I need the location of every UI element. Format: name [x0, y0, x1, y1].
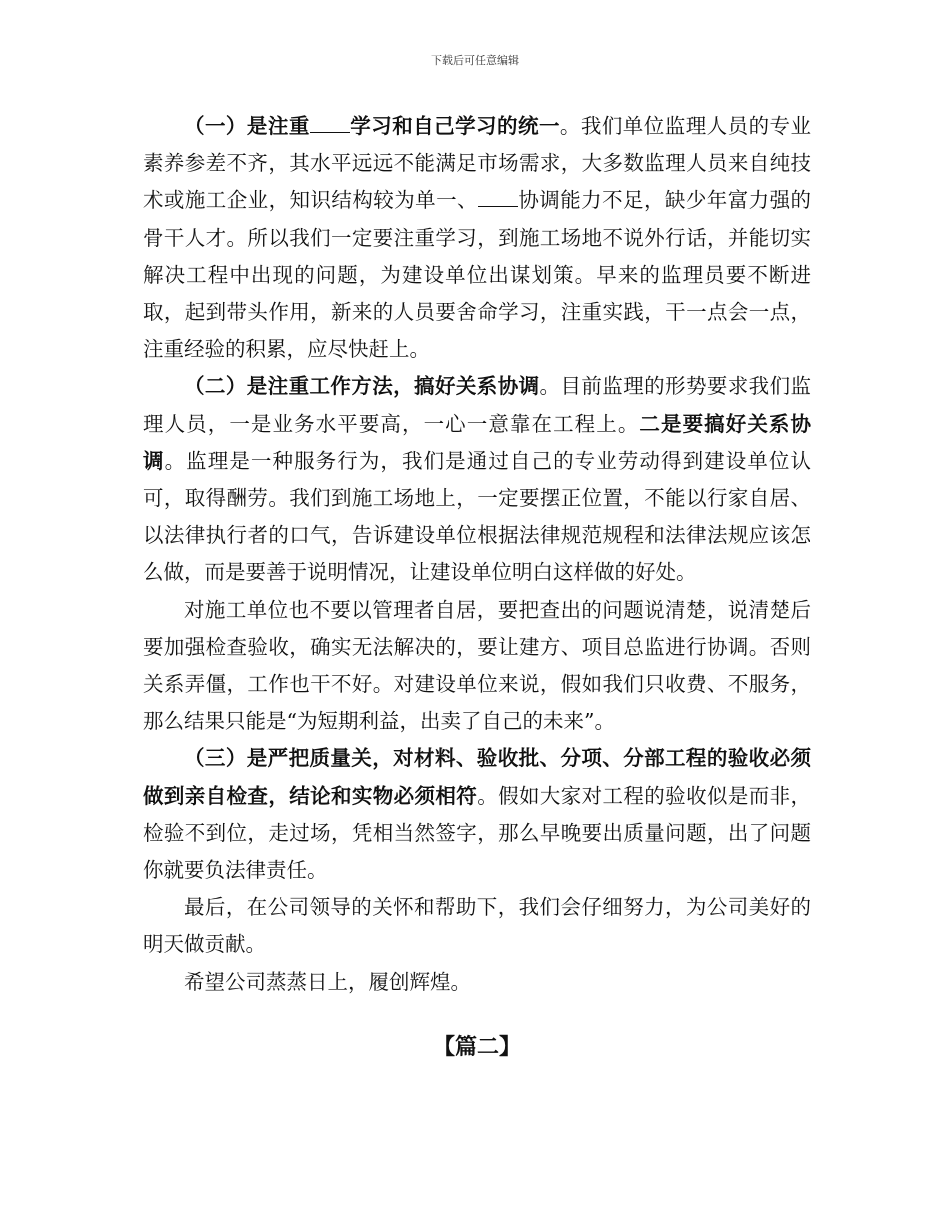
p2-bold-a: （二）是注重工作方法，搞好关系协调: [184, 374, 540, 399]
p2-text-a: 。目前监理的形势要求我们监理人员，一是业务水平要高，一心一意靠在工程上。: [143, 374, 812, 436]
p1-text-b: 协调能力不足，缺少年富力强的骨干人才。所以我们一定要注重学习，到施工场地不说外行话，并能切实解决工程中出现的问题，为建设单位出谋划策。早来的监理员要不断进取，起到带头作用，新来的人员要舍命学习，注重实践，干一点会一点，注重经验的积累，应尽快赶上。: [143, 188, 812, 362]
paragraph-5: 最后，在公司领导的关怀和帮助下，我们会仔细努力，为公司美好的明天做贡献。: [143, 895, 811, 957]
paragraph-2: [143, 368, 811, 591]
p2-bold-b: 二是要搞好关系协调: [143, 411, 812, 473]
blank-underline: [310, 112, 350, 134]
paragraph-4: [143, 740, 811, 889]
paragraph-1: [143, 108, 811, 368]
paragraph-3: 对施工单位也不要以管理者自居，要把查出的问题说清楚，说清楚后要加强检查验收，确实无法解决的，要让建方、项目总监进行协调。否则关系弄僵，工作也干不好。对建设单位来说，假如我们只收费、不服务，那么结果只能是“为短期利益，出卖了自己的未来”。: [143, 597, 811, 734]
p1-bold-a: （一）是注重: [184, 114, 310, 138]
section-title: 【篇二】: [432, 1033, 521, 1060]
page-header: 下载后可任意编辑: [431, 54, 519, 67]
p2-text-b: 。监理是一种服务行为，我们是通过自己的专业劳动得到建设单位认可，取得酬劳。我们到施工场地上，一定要摆正位置，不能以行家自居、以法律执行者的口气，告诉建设单位根据法律规范规程和法律法规应该怎么做，而是要善于说明情况，让建设单位明白这样做的好处。: [143, 448, 812, 585]
p4-text: 。假如大家对工程的验收似是而非，检验不到位，走过场，凭相当然签字，那么早晚要出质量问题，出了问题你就要负法律责任。: [143, 783, 812, 883]
document-body: [143, 108, 811, 1066]
p1-bold-b: 学习和自己学习的统一: [349, 114, 560, 138]
p4-bold: （三）是严把质量关，对材料、验收批、分项、分部工程的验收必须做到亲自检查，结论和实物必须相符: [143, 746, 811, 808]
p1-text-a: 。我们单位监理人员的专业素养参差不齐，其水平远远不能满足市场需求，大多数监理人员来自纯技术或施工企业，知识结构较为单一、: [143, 114, 812, 213]
paragraph-6: 希望公司蒸蒸日上，履创辉煌。: [184, 969, 471, 994]
blank-underline: [478, 186, 518, 208]
